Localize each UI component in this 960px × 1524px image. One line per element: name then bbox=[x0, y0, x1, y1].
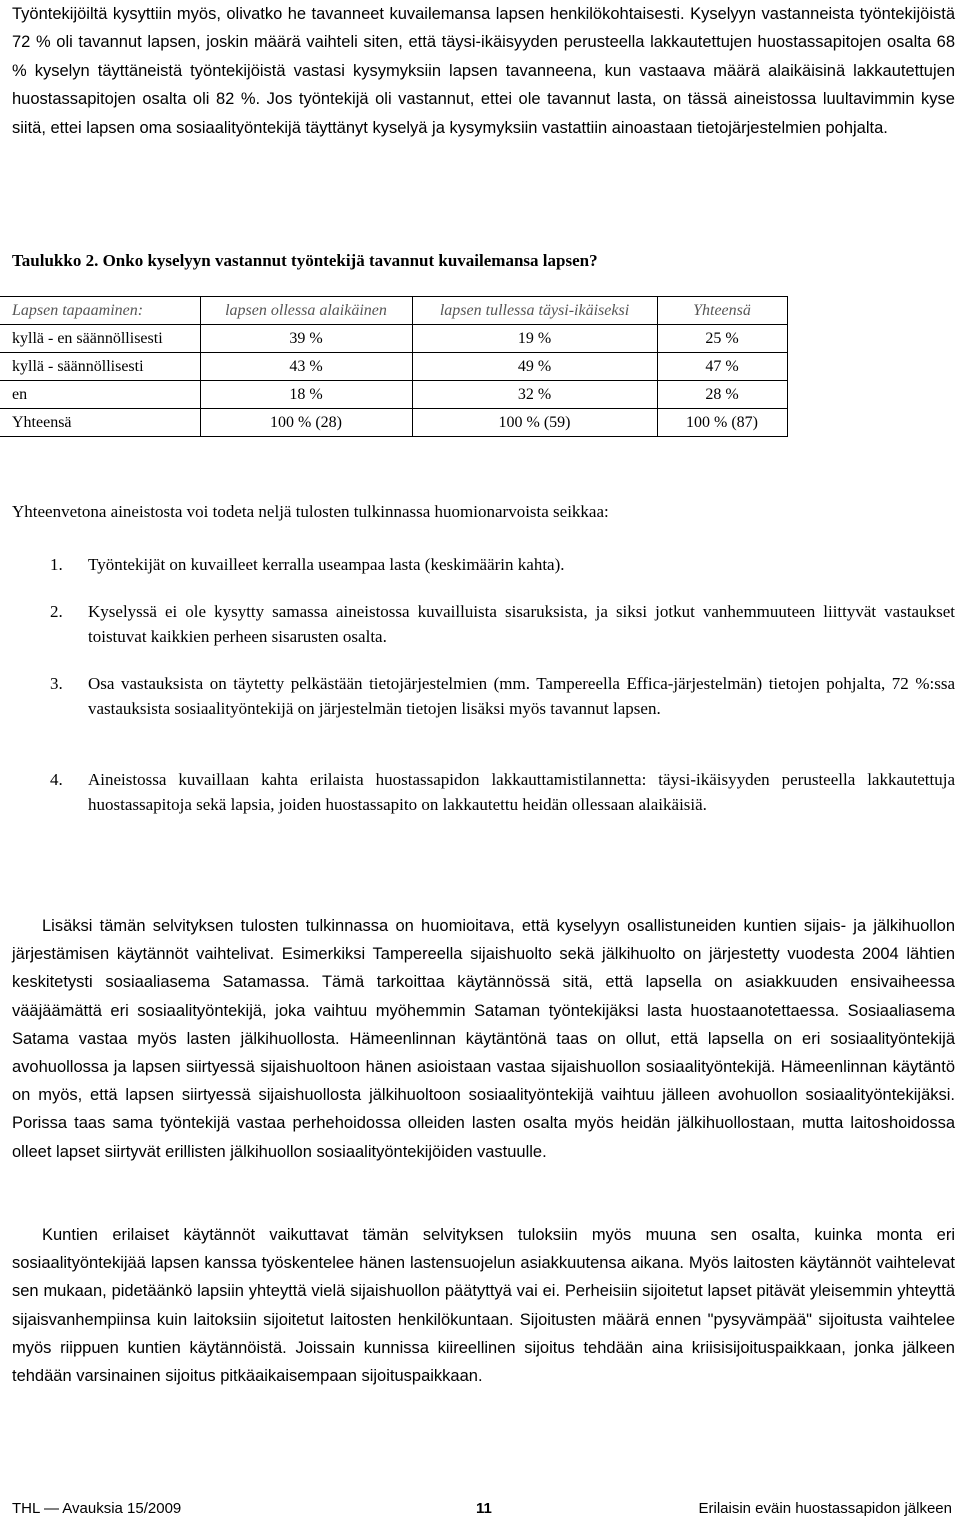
table-cell: Yhteensä bbox=[0, 409, 200, 437]
footer-title: Erilaisin eväin huostassapidon jälkeen bbox=[698, 1500, 952, 1517]
list-number: 4. bbox=[50, 770, 63, 789]
table-cell: kyllä - en säännöllisesti bbox=[0, 325, 200, 353]
list-number: 1. bbox=[50, 555, 63, 574]
table-cell: en bbox=[0, 381, 200, 409]
table-cell: 19 % bbox=[412, 325, 657, 353]
list-item: Aineistossa kuvaillaan kahta erilaista huostassapidon lakkauttamistilannetta: täysi-ikäisyyden perusteella lakkautettuja huostassapitoja sekä lapsia, joiden huostassapito on lakkautettu heidän ollessaan alaikäisiä. bbox=[88, 770, 955, 814]
list-item: Työntekijät on kuvailleet kerralla useampaa lasta (keskimäärin kahta). bbox=[88, 555, 565, 574]
table-cell: 39 % bbox=[200, 325, 412, 353]
table-cell: 47 % bbox=[657, 353, 787, 381]
table-cell: 25 % bbox=[657, 325, 787, 353]
table-header-row bbox=[0, 297, 787, 325]
table-header-cell: Lapsen tapaaminen: bbox=[0, 297, 200, 325]
table-row bbox=[0, 353, 787, 381]
list-item: Kyselyssä ei ole kysytty samassa aineistossa kuvailluista sisaruksista, ja siksi jotkut vanhemmuuteen liittyvät vastaukset toistuvat kaikkien perheen sisarusten osalta. bbox=[88, 602, 955, 646]
table-header-cell: Yhteensä bbox=[657, 297, 787, 325]
footer-publication: THL — Avauksia 15/2009 bbox=[12, 1500, 182, 1517]
list-item: Osa vastauksista on täytetty pelkästään tietojärjestelmien (mm. Tampereella Effica-järjestelmän) tietojen pohjalta, 72 %:ssa vastauksista sosiaalityöntekijä on järjestelmän tietojen lisäksi myös tavannut lapsen. bbox=[88, 674, 955, 718]
table-total-row bbox=[0, 409, 787, 437]
table-cell: 49 % bbox=[412, 353, 657, 381]
list-number: 2. bbox=[50, 602, 63, 621]
table-header-cell: lapsen tullessa täysi-ikäiseksi bbox=[412, 297, 657, 325]
table-cell: kyllä - säännöllisesti bbox=[0, 353, 200, 381]
table-cell: 28 % bbox=[657, 381, 787, 409]
list-number: 3. bbox=[50, 674, 63, 693]
table-row bbox=[0, 381, 787, 409]
page-number: 11 bbox=[476, 1500, 492, 1517]
summary-intro: Yhteenvetona aineistosta voi todeta neljä tulosten tulkinnassa huomionarvoista seikkaa: bbox=[12, 502, 609, 521]
table-header-cell: lapsen ollessa alaikäinen bbox=[200, 297, 412, 325]
paragraph-tapaaminen: Työntekijöiltä kysyttiin myös, olivatko he tavanneet kuvailemansa lapsen henkilökohtaisesti. Kyselyyn vastanneista työntekijöistä 72 % oli tavannut lapsen, joskin määrä vaihteli siten, että täysi-ikäisyyden perusteella lakkautettujen huostassapitojen osalta 68 % kyselyn täyttäneistä työntekijöistä vastasi kysymyksiin lapsen tavanneena, kun vastaava määrä alaikäisinä lakkautettujen huostassapitojen osalta oli 82 %. Jos työntekijä oli vastannut, ettei ole tavannut lasta, on tässä aineistossa luultavimmin kyse siitä, ettei lapsen oma sosiaalityöntekijä täyttänyt kyselyä ja kysymyksiin vastattiin ainoastaan tietojärjestelmien pohjalta. bbox=[12, 5, 955, 137]
table-cell: 100 % (87) bbox=[657, 409, 787, 437]
table-cell: 100 % (28) bbox=[200, 409, 412, 437]
table-cell: 43 % bbox=[200, 353, 412, 381]
table-cell: 32 % bbox=[412, 381, 657, 409]
table-cell: 18 % bbox=[200, 381, 412, 409]
table-caption: Taulukko 2. Onko kyselyyn vastannut työntekijä tavannut kuvailemansa lapsen? bbox=[12, 251, 598, 270]
paragraph-erilaiset-kaytannot: Kuntien erilaiset käytännöt vaikuttavat tämän selvityksen tuloksiin myös muuna sen osalta, kuinka monta eri sosiaalityöntekijää lapsen kanssa työskentelee hänen lastensuojelun asiakkuutensa aikana. Myös laitosten käytännöt vaihtelevat sen mukaan, pidetäänkö lapsiin yhteyttä vielä sijaishuollon päätyttyä vai ei. Perheisiin sijoitetut lapset pitävät yleisemmin yhteyttä sijaisvanhempiinsa kuin laitoksiin sijoitetut laitosten henkilökuntaan. Sijoitusten määrä ennen "pysyvämpää" sijoitusta vaihtelee myös riippuen kuntien käytännöistä. Joissain kunnissa kiireellinen sijoitus tehdään aina kriisisijoituspaikkaan, jonka jälkeen tehdään varsinainen sijoitus pitkäaikaisempaan sijoituspaikkaan. bbox=[12, 1226, 955, 1386]
meeting-table bbox=[0, 296, 788, 437]
paragraph-kuntien-kaytannot: Lisäksi tämän selvityksen tulosten tulkinnassa on huomioitava, että kyselyyn osallistuneiden kuntien sijais- ja jälkihuollon järjestämisen käytännöt vaihtelivat. Esimerkiksi Tampereella sijaishuolto sekä jälkihuolto on järjestetty vuodesta 2004 lähtien keskitetysti sosiaaliasema Satamassa. Tämä tarkoittaa käytännössä sitä, että lapsella on asiakkuuden ensivaiheessa vääjäämättä eri sosiaalityöntekijä, joka vaihtuu myöhemmin Sataman työntekijäksi lasta huostaanotettaessa. Sosiaaliasema Satama vastaa myös lasten jälkihuollosta. Hämeenlinnan käytäntönä taas on ollut, että lapsella on eri sosiaalityöntekijä avohuollossa ja lapsen siirtyessä sijaishuoltoon hänen asioistaan vastaa sijaishuollon sosiaalityöntekijä. Hämeenlinnan käytäntö on myös, että lapsen siirtyessä sijaishuollosta jälkihuoltoon sosiaalityöntekijä vaihtuu jälleen avohuollon sosiaalityöntekijäksi. Porissa taas sama työntekijä vastaa perhehoidossa olleiden lasten osalta myös heidän jälkihuollostaan, mutta laitoshoidossa olleet lapset siirtyvät erillisten jälkihuollon sosiaalityöntekijöiden vastuulle. bbox=[12, 917, 955, 1161]
table-cell: 100 % (59) bbox=[412, 409, 657, 437]
table-row bbox=[0, 325, 787, 353]
